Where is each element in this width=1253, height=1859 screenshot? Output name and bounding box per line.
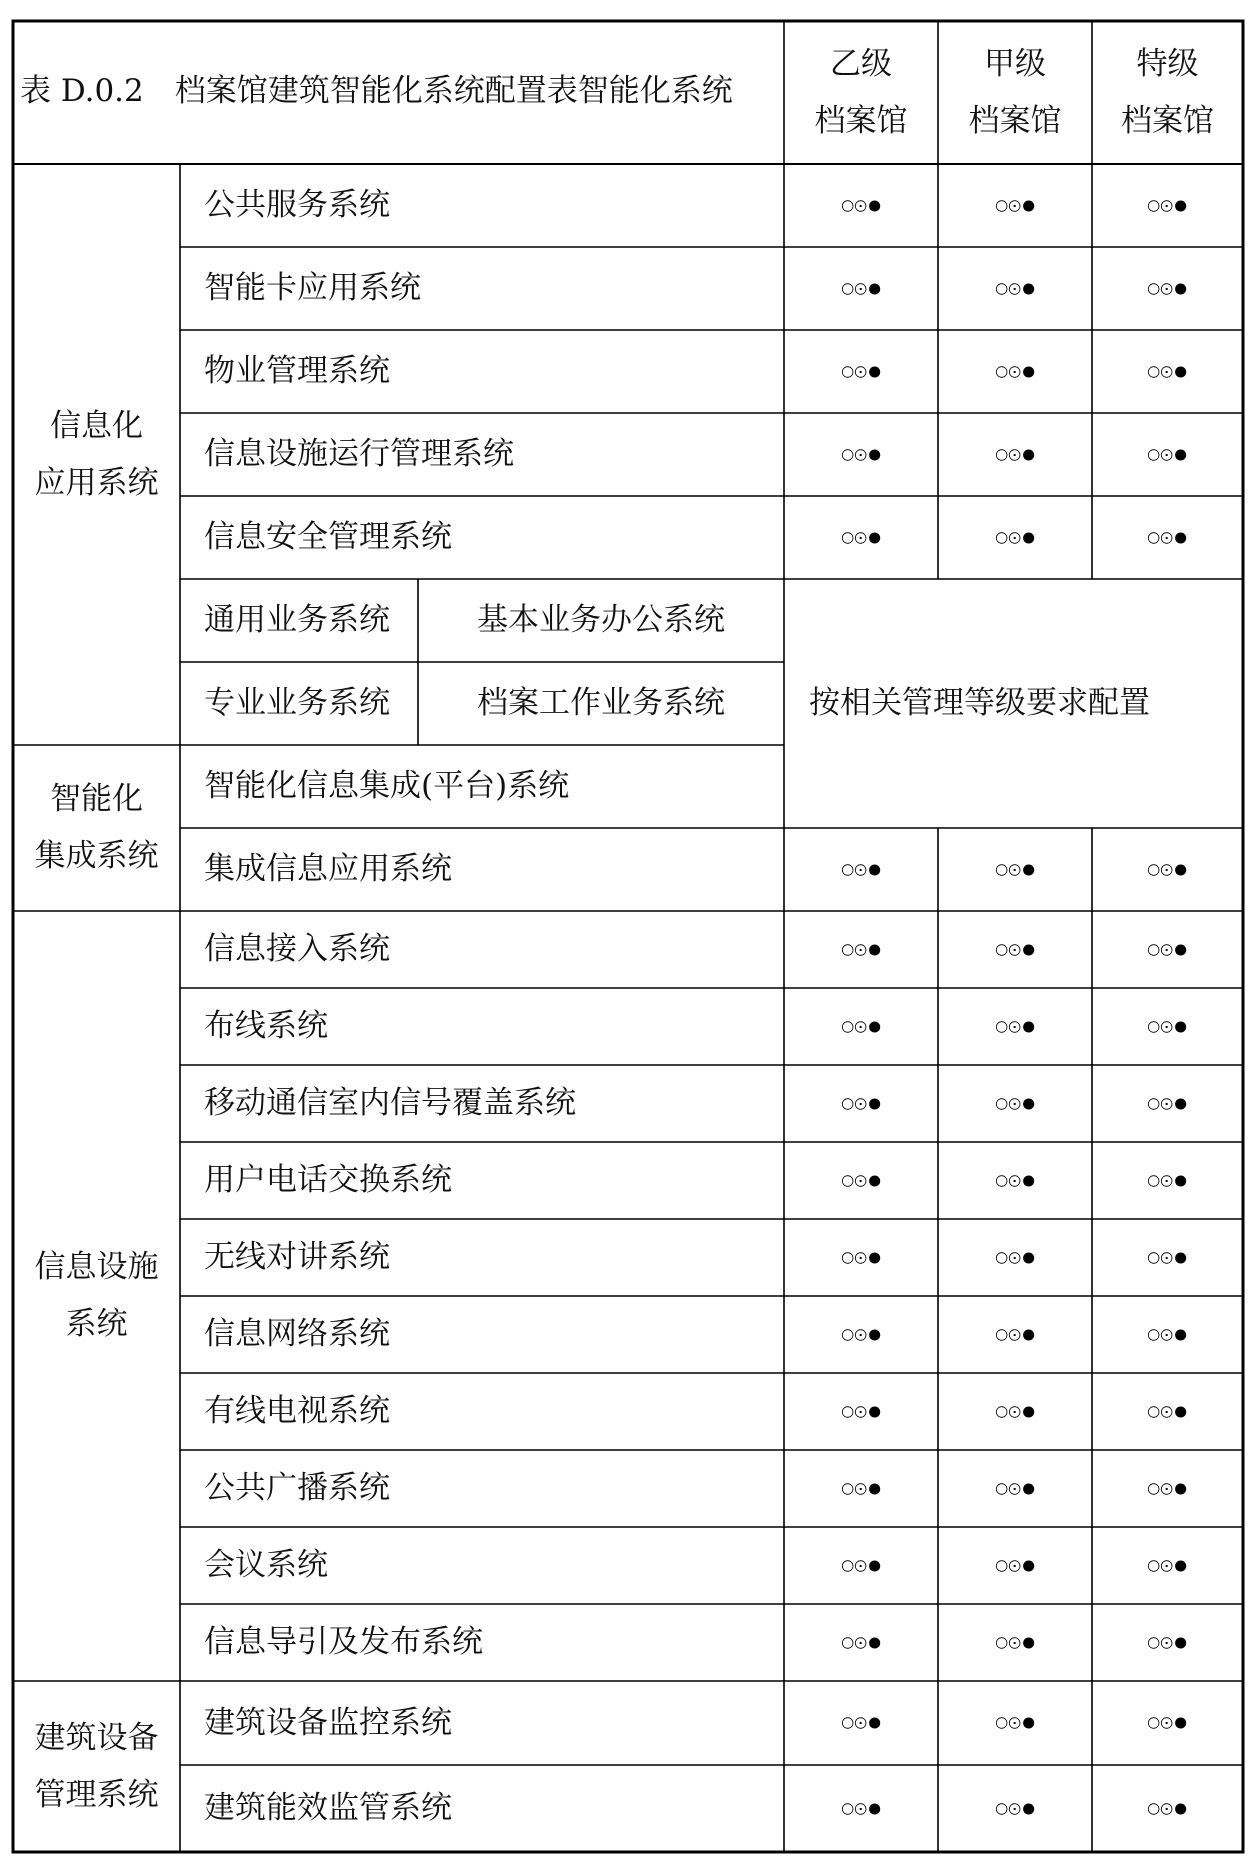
required-filled-circle-icon xyxy=(868,1474,881,1504)
required-filled-circle-icon xyxy=(1022,935,1035,965)
config-mark xyxy=(1147,1527,1187,1604)
row-system-name: 无线对讲系统 xyxy=(204,1239,390,1276)
optional-circle-icon xyxy=(995,935,1008,965)
required-filled-circle-icon xyxy=(868,855,881,885)
row-system-name: 智能化信息集成(平台)系统 xyxy=(204,768,570,805)
required-filled-circle-icon xyxy=(1022,274,1035,304)
config-mark xyxy=(1147,1219,1187,1296)
recommended-dot-circle-icon xyxy=(1008,1474,1021,1504)
group-label-info-app-text: 信息化 应用系统 xyxy=(34,407,159,501)
config-mark xyxy=(995,247,1035,330)
optional-circle-icon xyxy=(995,191,1008,221)
recommended-dot-circle-icon xyxy=(854,1474,867,1504)
optional-circle-icon xyxy=(995,855,1008,885)
required-filled-circle-icon xyxy=(868,1628,881,1658)
recommended-dot-circle-icon xyxy=(1160,935,1173,965)
recommended-dot-circle-icon xyxy=(1160,1708,1173,1738)
config-mark xyxy=(995,1527,1035,1604)
config-mark xyxy=(1147,1681,1187,1765)
optional-circle-icon xyxy=(1147,1628,1160,1658)
config-mark xyxy=(1147,496,1187,579)
required-filled-circle-icon xyxy=(1022,1474,1035,1504)
config-mark xyxy=(841,1065,881,1142)
row-system-name: 信息设施运行管理系统 xyxy=(204,436,514,473)
column-header-te xyxy=(1092,36,1243,150)
optional-circle-icon xyxy=(841,1166,854,1196)
optional-circle-icon xyxy=(1147,1243,1160,1273)
optional-circle-icon xyxy=(841,1551,854,1581)
config-mark xyxy=(995,1373,1035,1450)
required-filled-circle-icon xyxy=(868,1551,881,1581)
config-mark xyxy=(841,1604,881,1681)
required-filled-circle-icon xyxy=(1174,1089,1187,1119)
required-filled-circle-icon xyxy=(1022,523,1035,553)
column-header-yi-text: 乙级 档案馆 xyxy=(814,46,908,139)
row-system-name: 用户电话交换系统 xyxy=(204,1162,452,1199)
config-mark xyxy=(1147,247,1187,330)
config-mark xyxy=(1147,1450,1187,1527)
recommended-dot-circle-icon xyxy=(1008,1397,1021,1427)
config-mark xyxy=(841,1219,881,1296)
merged-config-note: 按相关管理等级要求配置 xyxy=(809,685,1150,722)
optional-circle-icon xyxy=(995,1794,1008,1824)
group-label-info-facility-text: 信息设施 系统 xyxy=(34,1249,159,1342)
column-header-jia xyxy=(938,36,1092,150)
row-system-name: 会议系统 xyxy=(204,1547,328,1584)
recommended-dot-circle-icon xyxy=(854,440,867,470)
column-header-jia-text: 甲级 档案馆 xyxy=(968,46,1062,139)
recommended-dot-circle-icon xyxy=(1008,1551,1021,1581)
required-filled-circle-icon xyxy=(868,440,881,470)
config-mark xyxy=(1147,1065,1187,1142)
required-filled-circle-icon xyxy=(1174,440,1187,470)
recommended-dot-circle-icon xyxy=(1160,1166,1173,1196)
recommended-dot-circle-icon xyxy=(1160,357,1173,387)
recommended-dot-circle-icon xyxy=(854,1397,867,1427)
recommended-dot-circle-icon xyxy=(1160,1628,1173,1658)
optional-circle-icon xyxy=(841,1708,854,1738)
recommended-dot-circle-icon xyxy=(1160,1243,1173,1273)
recommended-dot-circle-icon xyxy=(1160,1320,1173,1350)
optional-circle-icon xyxy=(841,1089,854,1119)
recommended-dot-circle-icon xyxy=(854,1166,867,1196)
config-mark xyxy=(841,988,881,1065)
optional-circle-icon xyxy=(1147,1320,1160,1350)
config-mark xyxy=(1147,1296,1187,1373)
required-filled-circle-icon xyxy=(868,1794,881,1824)
required-filled-circle-icon xyxy=(1174,1551,1187,1581)
config-mark xyxy=(841,1142,881,1219)
required-filled-circle-icon xyxy=(868,1397,881,1427)
optional-circle-icon xyxy=(841,523,854,553)
row-system-name: 信息安全管理系统 xyxy=(204,519,452,556)
recommended-dot-circle-icon xyxy=(854,1708,867,1738)
recommended-dot-circle-icon xyxy=(854,1551,867,1581)
row-system-name: 信息网络系统 xyxy=(204,1316,390,1353)
required-filled-circle-icon xyxy=(1022,357,1035,387)
row-system-name: 通用业务系统 xyxy=(204,602,390,639)
optional-circle-icon xyxy=(1147,440,1160,470)
required-filled-circle-icon xyxy=(1174,1166,1187,1196)
optional-circle-icon xyxy=(1147,191,1160,221)
required-filled-circle-icon xyxy=(868,523,881,553)
row-system-name: 移动通信室内信号覆盖系统 xyxy=(204,1085,576,1122)
recommended-dot-circle-icon xyxy=(854,855,867,885)
config-mark xyxy=(841,1765,881,1852)
config-mark xyxy=(995,413,1035,496)
optional-circle-icon xyxy=(841,440,854,470)
recommended-dot-circle-icon xyxy=(854,1012,867,1042)
recommended-dot-circle-icon xyxy=(854,1794,867,1824)
recommended-dot-circle-icon xyxy=(854,274,867,304)
required-filled-circle-icon xyxy=(1022,191,1035,221)
config-mark xyxy=(1147,828,1187,911)
column-header-te-text: 特级 档案馆 xyxy=(1121,46,1214,139)
optional-circle-icon xyxy=(995,274,1008,304)
optional-circle-icon xyxy=(995,1320,1008,1350)
recommended-dot-circle-icon xyxy=(1008,523,1021,553)
config-mark xyxy=(841,330,881,413)
required-filled-circle-icon xyxy=(1174,191,1187,221)
config-mark xyxy=(995,1450,1035,1527)
recommended-dot-circle-icon xyxy=(854,1320,867,1350)
optional-circle-icon xyxy=(995,1243,1008,1273)
recommended-dot-circle-icon xyxy=(1160,1551,1173,1581)
required-filled-circle-icon xyxy=(1174,274,1187,304)
config-mark xyxy=(995,1065,1035,1142)
config-mark xyxy=(841,1681,881,1765)
required-filled-circle-icon xyxy=(1022,1551,1035,1581)
optional-circle-icon xyxy=(995,1628,1008,1658)
optional-circle-icon xyxy=(1147,1708,1160,1738)
optional-circle-icon xyxy=(995,1166,1008,1196)
required-filled-circle-icon xyxy=(1022,1243,1035,1273)
config-mark xyxy=(1147,911,1187,988)
optional-circle-icon xyxy=(841,274,854,304)
group-label-building-equipment xyxy=(13,1681,180,1852)
row-system-name: 物业管理系统 xyxy=(204,353,390,390)
row-system-name: 智能卡应用系统 xyxy=(204,270,421,307)
recommended-dot-circle-icon xyxy=(1008,935,1021,965)
optional-circle-icon xyxy=(1147,1012,1160,1042)
optional-circle-icon xyxy=(1147,1474,1160,1504)
row-sub-system-name: 基本业务办公系统 xyxy=(477,602,725,639)
required-filled-circle-icon xyxy=(1174,935,1187,965)
config-mark xyxy=(995,496,1035,579)
config-mark xyxy=(1147,330,1187,413)
row-system-name: 公共广播系统 xyxy=(204,1470,390,1507)
group-label-building-equipment-text: 建筑设备 管理系统 xyxy=(34,1719,159,1813)
required-filled-circle-icon xyxy=(1174,1628,1187,1658)
optional-circle-icon xyxy=(1147,357,1160,387)
required-filled-circle-icon xyxy=(868,935,881,965)
recommended-dot-circle-icon xyxy=(1008,1012,1021,1042)
required-filled-circle-icon xyxy=(1022,1708,1035,1738)
config-mark xyxy=(1147,1604,1187,1681)
recommended-dot-circle-icon xyxy=(1008,1243,1021,1273)
required-filled-circle-icon xyxy=(1174,1243,1187,1273)
recommended-dot-circle-icon xyxy=(1008,357,1021,387)
config-mark xyxy=(841,413,881,496)
required-filled-circle-icon xyxy=(1022,855,1035,885)
config-mark xyxy=(995,1765,1035,1852)
config-mark xyxy=(1147,413,1187,496)
config-mark xyxy=(841,1296,881,1373)
optional-circle-icon xyxy=(1147,1794,1160,1824)
optional-circle-icon xyxy=(1147,1551,1160,1581)
config-mark xyxy=(841,828,881,911)
column-header-yi xyxy=(784,36,938,150)
required-filled-circle-icon xyxy=(868,1166,881,1196)
optional-circle-icon xyxy=(841,935,854,965)
group-label-info-facility xyxy=(13,911,180,1681)
optional-circle-icon xyxy=(841,1012,854,1042)
recommended-dot-circle-icon xyxy=(854,1628,867,1658)
recommended-dot-circle-icon xyxy=(1160,274,1173,304)
recommended-dot-circle-icon xyxy=(1160,1397,1173,1427)
recommended-dot-circle-icon xyxy=(854,523,867,553)
required-filled-circle-icon xyxy=(1022,1794,1035,1824)
config-mark xyxy=(1147,1765,1187,1852)
optional-circle-icon xyxy=(1147,523,1160,553)
recommended-dot-circle-icon xyxy=(1160,191,1173,221)
optional-circle-icon xyxy=(841,1628,854,1658)
config-mark xyxy=(995,1219,1035,1296)
config-mark xyxy=(995,1296,1035,1373)
required-filled-circle-icon xyxy=(868,1089,881,1119)
optional-circle-icon xyxy=(1147,855,1160,885)
required-filled-circle-icon xyxy=(868,1708,881,1738)
optional-circle-icon xyxy=(995,1551,1008,1581)
required-filled-circle-icon xyxy=(868,274,881,304)
recommended-dot-circle-icon xyxy=(854,1243,867,1273)
recommended-dot-circle-icon xyxy=(1160,440,1173,470)
required-filled-circle-icon xyxy=(1022,1320,1035,1350)
recommended-dot-circle-icon xyxy=(1160,1089,1173,1119)
recommended-dot-circle-icon xyxy=(1008,274,1021,304)
recommended-dot-circle-icon xyxy=(1160,523,1173,553)
required-filled-circle-icon xyxy=(1174,1320,1187,1350)
required-filled-circle-icon xyxy=(868,1320,881,1350)
recommended-dot-circle-icon xyxy=(1008,440,1021,470)
row-system-name: 公共服务系统 xyxy=(204,187,390,224)
config-mark xyxy=(995,988,1035,1065)
row-sub-system-name: 档案工作业务系统 xyxy=(477,685,725,722)
optional-circle-icon xyxy=(995,1708,1008,1738)
optional-circle-icon xyxy=(841,1243,854,1273)
required-filled-circle-icon xyxy=(868,1243,881,1273)
recommended-dot-circle-icon xyxy=(854,1089,867,1119)
optional-circle-icon xyxy=(1147,1397,1160,1427)
recommended-dot-circle-icon xyxy=(854,191,867,221)
required-filled-circle-icon xyxy=(1174,1474,1187,1504)
recommended-dot-circle-icon xyxy=(854,935,867,965)
recommended-dot-circle-icon xyxy=(1160,1474,1173,1504)
config-mark xyxy=(841,164,881,247)
recommended-dot-circle-icon xyxy=(1008,1794,1021,1824)
row-system-name: 有线电视系统 xyxy=(204,1393,390,1430)
required-filled-circle-icon xyxy=(1022,1012,1035,1042)
optional-circle-icon xyxy=(841,1474,854,1504)
config-mark xyxy=(995,1681,1035,1765)
required-filled-circle-icon xyxy=(1174,1012,1187,1042)
required-filled-circle-icon xyxy=(1174,1794,1187,1824)
recommended-dot-circle-icon xyxy=(1160,1794,1173,1824)
recommended-dot-circle-icon xyxy=(854,357,867,387)
required-filled-circle-icon xyxy=(868,191,881,221)
row-system-name: 专业业务系统 xyxy=(204,685,390,722)
required-filled-circle-icon xyxy=(1174,357,1187,387)
config-mark xyxy=(841,911,881,988)
config-mark xyxy=(841,496,881,579)
optional-circle-icon xyxy=(995,1089,1008,1119)
optional-circle-icon xyxy=(995,440,1008,470)
row-system-name: 布线系统 xyxy=(204,1008,328,1045)
required-filled-circle-icon xyxy=(1022,1166,1035,1196)
recommended-dot-circle-icon xyxy=(1160,1012,1173,1042)
optional-circle-icon xyxy=(995,1012,1008,1042)
config-mark xyxy=(995,911,1035,988)
group-label-integration-text: 智能化 集成系统 xyxy=(34,781,159,874)
optional-circle-icon xyxy=(841,1320,854,1350)
row-system-name: 建筑能效监管系统 xyxy=(204,1790,452,1827)
config-mark xyxy=(841,247,881,330)
optional-circle-icon xyxy=(995,357,1008,387)
required-filled-circle-icon xyxy=(1022,1628,1035,1658)
table-title: 表 D.0.2 档案馆建筑智能化系统配置表智能化系统 xyxy=(20,73,733,109)
row-system-name: 信息导引及发布系统 xyxy=(204,1624,483,1661)
optional-circle-icon xyxy=(1147,1166,1160,1196)
optional-circle-icon xyxy=(1147,274,1160,304)
row-system-name: 集成信息应用系统 xyxy=(204,851,452,888)
config-mark xyxy=(841,1373,881,1450)
optional-circle-icon xyxy=(1147,1089,1160,1119)
config-mark xyxy=(1147,988,1187,1065)
optional-circle-icon xyxy=(841,357,854,387)
required-filled-circle-icon xyxy=(1174,523,1187,553)
config-mark xyxy=(995,164,1035,247)
recommended-dot-circle-icon xyxy=(1008,1089,1021,1119)
recommended-dot-circle-icon xyxy=(1008,1320,1021,1350)
group-label-info-app xyxy=(13,164,180,745)
optional-circle-icon xyxy=(1147,935,1160,965)
required-filled-circle-icon xyxy=(1022,1397,1035,1427)
required-filled-circle-icon xyxy=(1174,1708,1187,1738)
group-label-integration xyxy=(13,745,180,911)
recommended-dot-circle-icon xyxy=(1008,191,1021,221)
recommended-dot-circle-icon xyxy=(1008,1708,1021,1738)
required-filled-circle-icon xyxy=(1022,440,1035,470)
config-mark xyxy=(995,1604,1035,1681)
config-mark xyxy=(841,1450,881,1527)
optional-circle-icon xyxy=(841,191,854,221)
optional-circle-icon xyxy=(995,1397,1008,1427)
required-filled-circle-icon xyxy=(1174,855,1187,885)
config-mark xyxy=(1147,1373,1187,1450)
row-system-name: 信息接入系统 xyxy=(204,931,390,968)
required-filled-circle-icon xyxy=(868,357,881,387)
required-filled-circle-icon xyxy=(1022,1089,1035,1119)
recommended-dot-circle-icon xyxy=(1160,855,1173,885)
optional-circle-icon xyxy=(995,523,1008,553)
config-mark xyxy=(995,330,1035,413)
optional-circle-icon xyxy=(995,1474,1008,1504)
config-mark xyxy=(995,1142,1035,1219)
recommended-dot-circle-icon xyxy=(1008,855,1021,885)
required-filled-circle-icon xyxy=(1174,1397,1187,1427)
config-mark xyxy=(841,1527,881,1604)
recommended-dot-circle-icon xyxy=(1008,1628,1021,1658)
config-mark xyxy=(1147,1142,1187,1219)
optional-circle-icon xyxy=(841,1794,854,1824)
required-filled-circle-icon xyxy=(868,1012,881,1042)
optional-circle-icon xyxy=(841,855,854,885)
optional-circle-icon xyxy=(841,1397,854,1427)
recommended-dot-circle-icon xyxy=(1008,1166,1021,1196)
config-mark xyxy=(1147,164,1187,247)
config-mark xyxy=(995,828,1035,911)
row-system-name: 建筑设备监控系统 xyxy=(204,1704,452,1741)
